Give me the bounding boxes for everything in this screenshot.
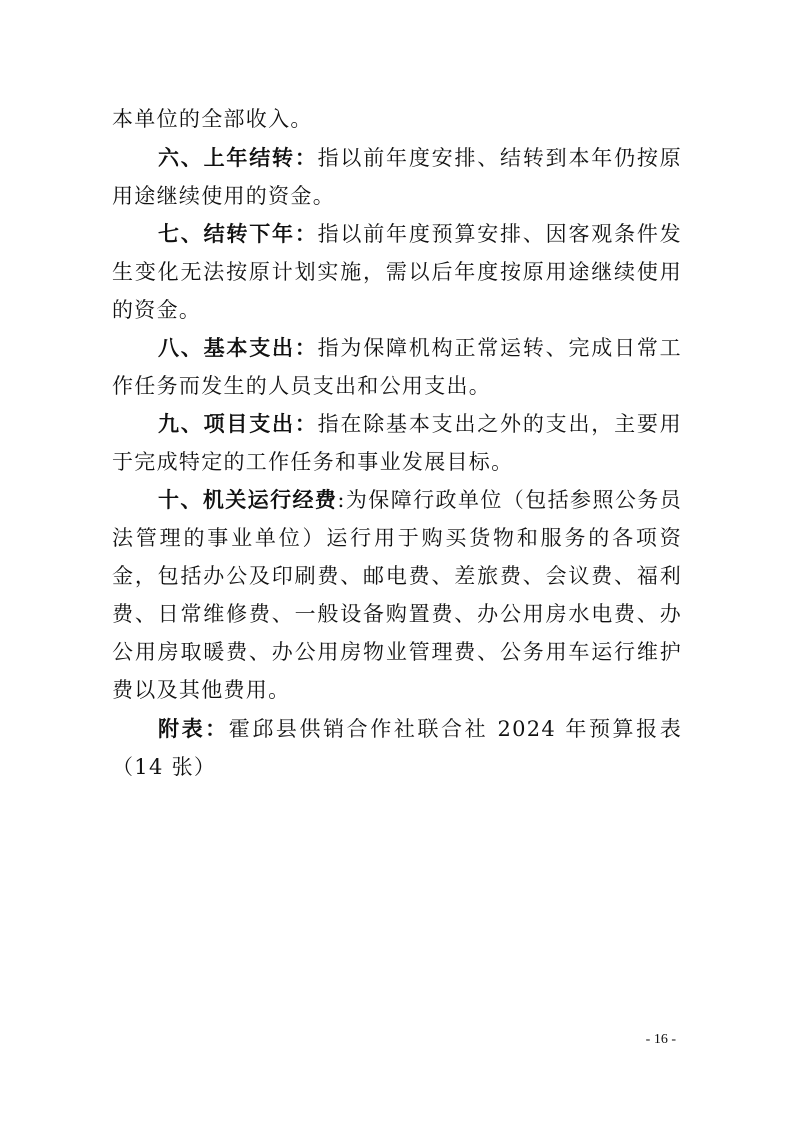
paragraph-text: 指以前年度预算安排、因客观条件发生变化无法按原计划实施，需以后年度按原用途继续使用的资金。 <box>112 222 682 322</box>
paragraph-prior-year-carryover <box>112 139 682 215</box>
term-heading: 六、上年结转： <box>158 146 318 170</box>
paragraph-income-continuation <box>112 100 682 138</box>
term-heading: 八、基本支出： <box>158 336 318 360</box>
page-number: - 16 - <box>645 1032 676 1047</box>
term-heading: 附表： <box>158 717 229 741</box>
term-heading: 十、机关运行经费 <box>158 488 338 512</box>
paragraph-text: 指为保障机构正常运转、完成日常工作任务而发生的人员支出和公用支出。 <box>112 336 682 398</box>
paragraph-basic-expenditure <box>112 329 682 405</box>
paragraph-text: 指以前年度安排、结转到本年仍按原用途继续使用的资金。 <box>112 146 682 208</box>
paragraph-carryover-next-year <box>112 215 682 329</box>
term-heading: 七、结转下年： <box>158 222 318 246</box>
paragraph-text: 霍邱县供销合作社联合社 2024 年预算报表（14 张） <box>112 717 682 779</box>
paragraph-operating-expenses <box>112 481 682 709</box>
paragraph-attachment <box>112 710 682 786</box>
term-heading: 九、项目支出： <box>158 412 318 436</box>
paragraph-text: :为保障行政单位（包括参照公务员法管理的事业单位）运行用于购买货物和服务的各项资金，包括办公及印刷费、邮电费、差旅费、会议费、福利费、日常维修费、一般设备购置费、办公用房水电费、办公用房取暖费、办公用房物业管理费、公务用车运行维护费以及其他费用。 <box>112 488 683 702</box>
paragraph-text: 指在除基本支出之外的支出，主要用于完成特定的工作任务和事业发展目标。 <box>112 412 682 474</box>
paragraph-project-expenditure <box>112 405 682 481</box>
paragraph-text: 本单位的全部收入。 <box>112 107 313 131</box>
